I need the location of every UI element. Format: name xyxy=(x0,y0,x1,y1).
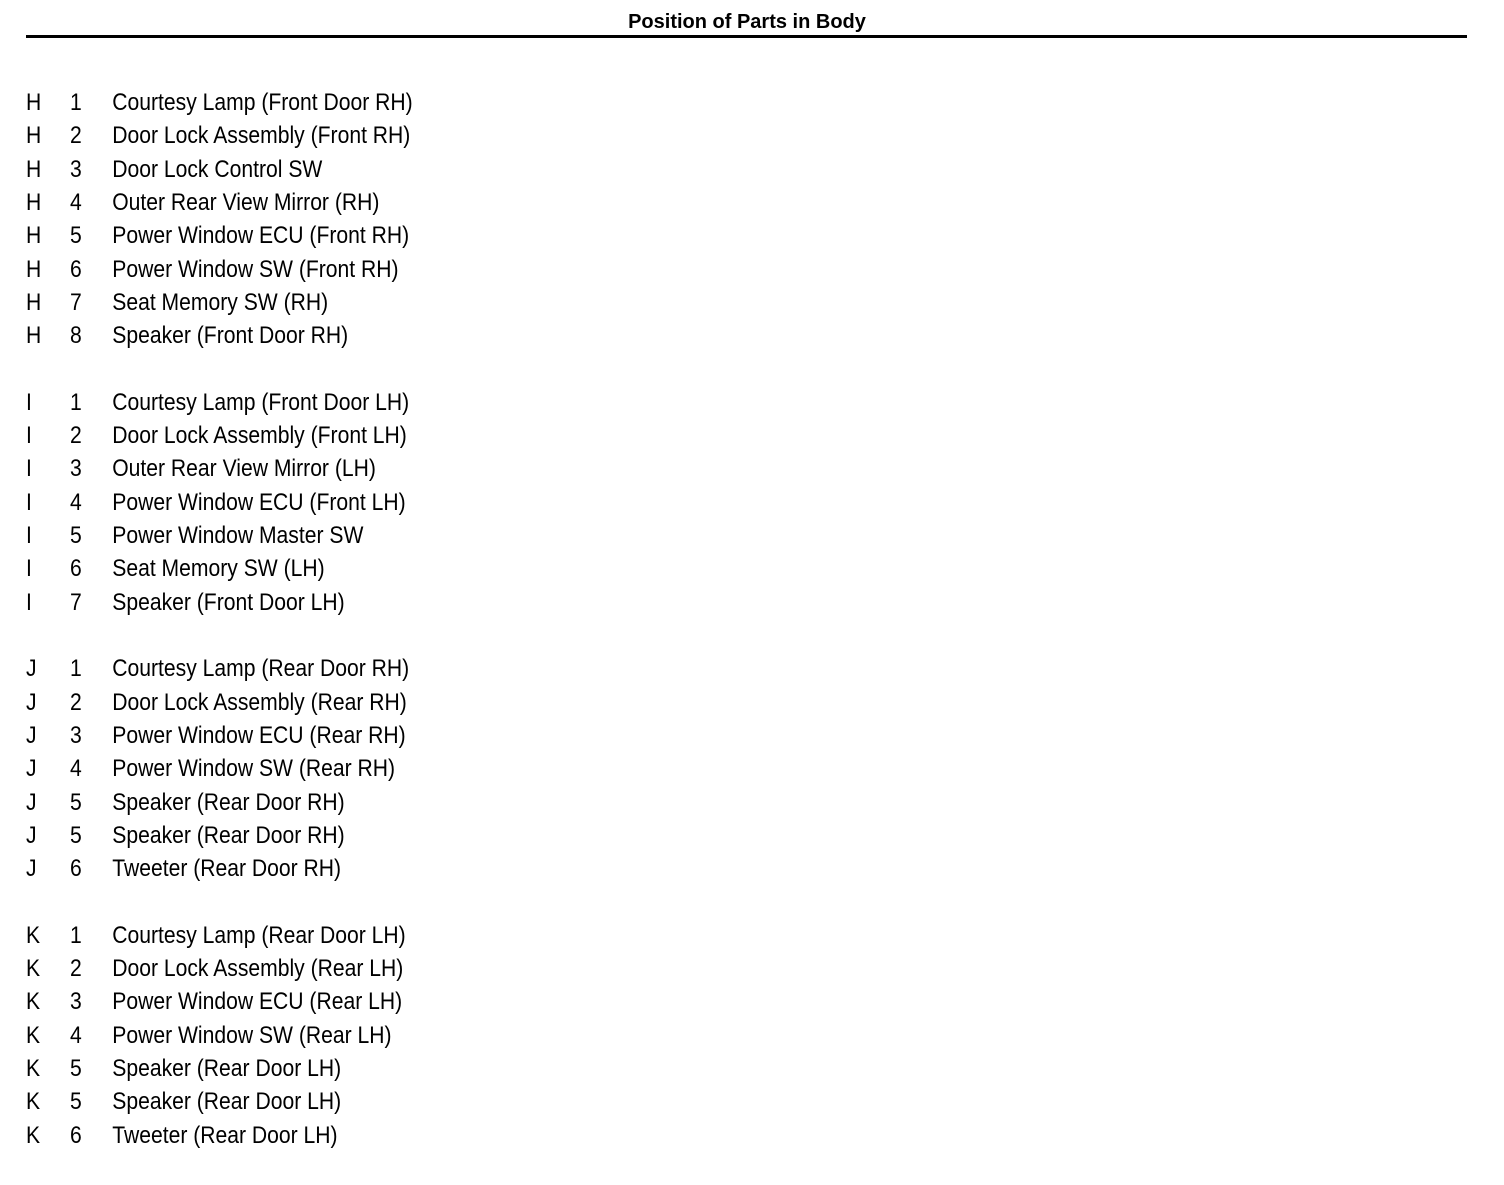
part-number: 1 xyxy=(70,89,82,116)
location-code: J xyxy=(26,755,37,783)
part-number: 8 xyxy=(70,322,82,350)
part-name: Speaker (Rear Door RH) xyxy=(112,788,345,816)
part-name: Power Window SW (Rear LH) xyxy=(112,1021,392,1049)
part-number: 3 xyxy=(70,721,82,749)
location-code: K xyxy=(26,1021,41,1049)
location-code: H xyxy=(26,322,42,350)
location-code: J xyxy=(26,688,37,716)
part-name: Door Lock Assembly (Rear LH) xyxy=(112,954,404,982)
part-name: Courtesy Lamp (Rear Door RH) xyxy=(112,655,410,683)
part-name: Power Window ECU (Rear LH) xyxy=(112,988,403,1016)
title-rule xyxy=(26,35,1467,38)
parts-group-h xyxy=(26,86,826,353)
part-number: 3 xyxy=(70,455,82,483)
list-item xyxy=(26,519,730,552)
parts-group-j xyxy=(26,652,826,885)
location-code: H xyxy=(26,89,42,116)
location-code: K xyxy=(26,1121,41,1149)
list-item xyxy=(26,319,730,352)
list-item xyxy=(26,786,730,819)
list-item xyxy=(26,386,730,419)
location-code: H xyxy=(26,255,42,283)
list-item xyxy=(26,1119,730,1152)
part-name: Power Window ECU (Front LH) xyxy=(112,488,406,516)
page-title: Position of Parts in Body xyxy=(628,11,866,33)
location-code: H xyxy=(26,222,42,250)
location-code: I xyxy=(26,522,32,550)
list-item xyxy=(26,186,730,219)
list-item xyxy=(26,652,730,685)
part-number: 3 xyxy=(70,155,82,183)
part-name: Courtesy Lamp (Front Door RH) xyxy=(112,89,413,116)
part-number: 2 xyxy=(70,954,82,982)
part-name: Door Lock Control SW xyxy=(112,155,323,183)
location-code: K xyxy=(26,921,41,949)
location-code: I xyxy=(26,488,32,516)
parts-group-k xyxy=(26,919,826,1152)
part-number: 6 xyxy=(70,555,82,583)
location-code: I xyxy=(26,555,32,583)
list-item xyxy=(26,1085,730,1118)
part-number: 4 xyxy=(70,488,82,516)
location-code: K xyxy=(26,1054,41,1082)
part-number: 4 xyxy=(70,755,82,783)
part-number: 7 xyxy=(70,588,82,616)
part-name: Speaker (Front Door RH) xyxy=(112,322,349,350)
list-item xyxy=(26,586,730,619)
part-number: 1 xyxy=(70,921,82,949)
list-item xyxy=(26,153,730,186)
part-name: Seat Memory SW (RH) xyxy=(112,289,329,317)
part-name: Power Window ECU (Rear RH) xyxy=(112,721,406,749)
location-code: J xyxy=(26,855,37,883)
part-name: Courtesy Lamp (Rear Door LH) xyxy=(112,921,406,949)
location-code: H xyxy=(26,289,42,317)
list-item xyxy=(26,452,730,485)
part-number: 6 xyxy=(70,1121,82,1149)
location-code: H xyxy=(26,189,42,217)
part-name: Tweeter (Rear Door LH) xyxy=(112,1121,338,1149)
location-code: J xyxy=(26,821,37,849)
list-item xyxy=(26,1019,730,1052)
part-number: 1 xyxy=(70,388,82,416)
part-name: Door Lock Assembly (Rear RH) xyxy=(112,688,407,716)
part-name: Outer Rear View Mirror (LH) xyxy=(112,455,376,483)
part-name: Speaker (Rear Door LH) xyxy=(112,1054,342,1082)
parts-group-i xyxy=(26,386,826,619)
location-code: H xyxy=(26,155,42,183)
part-name: Speaker (Rear Door LH) xyxy=(112,1088,342,1116)
part-name: Speaker (Front Door LH) xyxy=(112,588,345,616)
part-number: 3 xyxy=(70,988,82,1016)
part-name: Power Window Master SW xyxy=(112,522,364,550)
list-item xyxy=(26,985,730,1018)
part-name: Courtesy Lamp (Front Door LH) xyxy=(112,388,410,416)
location-code: I xyxy=(26,588,32,616)
location-code: I xyxy=(26,455,32,483)
part-name: Door Lock Assembly (Front LH) xyxy=(112,422,407,450)
parts-list xyxy=(26,86,826,1185)
part-name: Tweeter (Rear Door RH) xyxy=(112,855,342,883)
list-item xyxy=(26,253,730,286)
location-code: K xyxy=(26,954,41,982)
location-code: J xyxy=(26,721,37,749)
part-number: 5 xyxy=(70,1054,82,1082)
part-number: 4 xyxy=(70,1021,82,1049)
part-name: Outer Rear View Mirror (RH) xyxy=(112,189,380,217)
location-code: I xyxy=(26,388,32,416)
part-number: 7 xyxy=(70,289,82,317)
list-item xyxy=(26,286,730,319)
part-number: 5 xyxy=(70,522,82,550)
part-number: 2 xyxy=(70,422,82,450)
list-item xyxy=(26,919,730,952)
list-item xyxy=(26,219,730,252)
part-name: Power Window SW (Rear RH) xyxy=(112,755,396,783)
location-code: J xyxy=(26,655,37,683)
list-item xyxy=(26,719,730,752)
list-item xyxy=(26,952,730,985)
list-item xyxy=(26,852,730,885)
list-item xyxy=(26,752,730,785)
location-code: J xyxy=(26,788,37,816)
part-number: 6 xyxy=(70,855,82,883)
part-number: 6 xyxy=(70,255,82,283)
location-code: I xyxy=(26,422,32,450)
list-item xyxy=(26,1052,730,1085)
part-number: 1 xyxy=(70,655,82,683)
part-name: Speaker (Rear Door RH) xyxy=(112,821,345,849)
part-number: 5 xyxy=(70,821,82,849)
part-name: Door Lock Assembly (Front RH) xyxy=(112,122,411,150)
list-item xyxy=(26,552,730,585)
list-item xyxy=(26,86,730,119)
part-name: Seat Memory SW (LH) xyxy=(112,555,325,583)
location-code: K xyxy=(26,1088,41,1116)
list-item xyxy=(26,686,730,719)
part-number: 2 xyxy=(70,122,82,150)
part-number: 4 xyxy=(70,189,82,217)
part-number: 2 xyxy=(70,688,82,716)
part-number: 5 xyxy=(70,788,82,816)
list-item xyxy=(26,486,730,519)
location-code: H xyxy=(26,122,42,150)
list-item xyxy=(26,419,730,452)
part-number: 5 xyxy=(70,222,82,250)
part-number: 5 xyxy=(70,1088,82,1116)
location-code: K xyxy=(26,988,41,1016)
list-item xyxy=(26,119,730,152)
list-item xyxy=(26,819,730,852)
part-name: Power Window SW (Front RH) xyxy=(112,255,399,283)
part-name: Power Window ECU (Front RH) xyxy=(112,222,410,250)
